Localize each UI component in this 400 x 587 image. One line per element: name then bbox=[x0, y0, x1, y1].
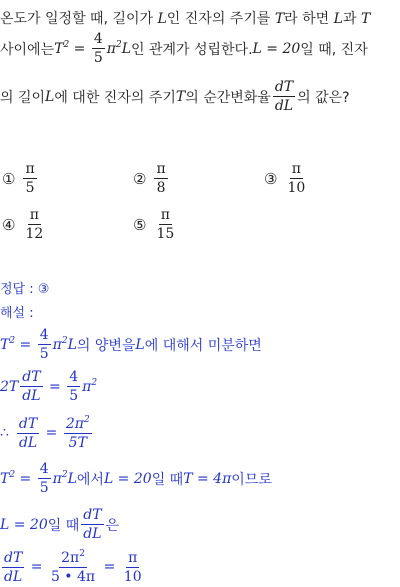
equals: = bbox=[99, 559, 120, 575]
choice-4[interactable] bbox=[2, 208, 47, 241]
text: 의 순간변화율 bbox=[185, 89, 271, 106]
L-equals-20: L = 20 bbox=[252, 40, 301, 57]
pi2L: $\pi^2L$ bbox=[52, 470, 77, 487]
fraction-dT-dL: $\frac{dT}{dL}$ bbox=[18, 415, 38, 451]
choice-mark: ④ bbox=[2, 215, 16, 234]
explanation-step-5 bbox=[0, 508, 119, 541]
T2: $T^2$ bbox=[0, 336, 16, 353]
text: 일 때 bbox=[151, 471, 184, 488]
var-T: T bbox=[175, 88, 186, 105]
text: 일 때 bbox=[47, 517, 80, 534]
equals: = bbox=[15, 470, 36, 487]
equals: = bbox=[26, 559, 47, 575]
fraction-dT-dL: $\frac{dT}{dL}$ bbox=[274, 79, 294, 114]
choice-fraction: $\frac{\pi}{12}$ bbox=[25, 207, 44, 242]
fraction-4-5: $\frac{4}{5}$ bbox=[69, 369, 79, 404]
choice-fraction: $\frac{\pi}{15}$ bbox=[156, 207, 175, 242]
two-T: 2T bbox=[0, 378, 19, 395]
pi2: $\pi^2$ bbox=[82, 378, 98, 395]
explanation-step-3 bbox=[0, 416, 94, 450]
choice-mark: ⑤ bbox=[133, 215, 147, 234]
var-L: L bbox=[333, 11, 343, 27]
var-T: T bbox=[360, 11, 371, 27]
text: 의 길이 bbox=[0, 89, 46, 106]
question-line-2 bbox=[0, 32, 368, 65]
choice-mark: ③ bbox=[264, 169, 278, 188]
text: 인 관계가 성립한다. bbox=[130, 41, 253, 58]
equals: = bbox=[44, 378, 66, 395]
text: 에서 bbox=[76, 471, 104, 488]
choice-5[interactable] bbox=[133, 208, 178, 241]
T2: $T^2$ bbox=[0, 470, 16, 487]
fraction-4-5: $\frac{4}{5}$ bbox=[39, 461, 49, 496]
choice-mark: ② bbox=[133, 169, 147, 188]
explanation-step-1 bbox=[0, 328, 262, 361]
fraction-2pi2-5T: $\frac{2\pi^2}{5T}$ bbox=[65, 415, 90, 451]
fraction-dT-dL: $\frac{dT}{dL}$ bbox=[4, 549, 23, 585]
fraction-dT-dL: $\frac{dT}{dL}$ bbox=[83, 507, 102, 542]
answer-label: 정답 : ③ bbox=[0, 282, 50, 297]
text: 이므로 bbox=[231, 471, 272, 488]
choice-mark: ① bbox=[2, 169, 16, 188]
L-equals-20: L = 20 bbox=[0, 516, 48, 533]
fraction-4-5: $\frac{4}{5}$ bbox=[39, 327, 49, 362]
text: 인 진자의 주기를 bbox=[166, 11, 275, 27]
explanation-header: 해설 : bbox=[0, 306, 34, 321]
fraction-2pi2-5x4pi: $\frac{2\pi^2}{5 • 4\pi}$ bbox=[50, 549, 96, 585]
var-L: L bbox=[45, 88, 55, 105]
equals: = bbox=[69, 40, 90, 57]
pi2L: $\pi^2L$ bbox=[106, 40, 131, 57]
question-line-3 bbox=[0, 80, 350, 113]
var-L: L bbox=[135, 336, 145, 353]
choice-fraction: $\frac{\pi}{5}$ bbox=[25, 161, 35, 196]
choice-3[interactable] bbox=[264, 162, 309, 195]
choice-2[interactable] bbox=[133, 162, 170, 195]
L-equals-20: L = 20 bbox=[103, 470, 152, 487]
pi2L: $\pi^2L$ bbox=[52, 336, 77, 353]
choice-fraction: $\frac{\pi}{8}$ bbox=[156, 161, 166, 196]
therefore-symbol: ∴ bbox=[0, 425, 9, 441]
text: 에 대한 진자의 주기 bbox=[54, 89, 176, 106]
text: 사이에는 bbox=[0, 41, 55, 58]
equals: = bbox=[41, 425, 62, 441]
fraction-pi-10: $\frac{\pi}{10}$ bbox=[123, 549, 142, 585]
text: 과 bbox=[342, 11, 361, 27]
explanation-step-6 bbox=[0, 550, 146, 584]
text: 은 bbox=[105, 517, 120, 534]
text: 의 값은? bbox=[297, 89, 350, 106]
question-line-1 bbox=[0, 8, 370, 28]
var-L: L bbox=[157, 11, 167, 27]
text: 에 대해서 미분하면 bbox=[144, 337, 262, 354]
equals: = bbox=[15, 336, 36, 353]
choice-fraction: $\frac{\pi}{10}$ bbox=[287, 161, 306, 196]
choice-1[interactable] bbox=[2, 162, 39, 195]
text: 라 하면 bbox=[284, 11, 334, 27]
T-equals-4pi: T = 4π bbox=[183, 470, 232, 487]
fraction-4-5: $\frac{4}{5}$ bbox=[93, 31, 103, 66]
equation-T2: $T^2$ bbox=[54, 40, 70, 57]
text: 일 때, 진자 bbox=[300, 41, 368, 58]
text: 온도가 일정할 때, 길이가 bbox=[0, 11, 158, 27]
explanation-step-4 bbox=[0, 462, 272, 495]
text: 의 양변을 bbox=[76, 337, 136, 354]
explanation-step-2 bbox=[0, 370, 97, 403]
var-T: T bbox=[274, 11, 285, 27]
fraction-dT-dL: $\frac{dT}{dL}$ bbox=[22, 369, 41, 404]
